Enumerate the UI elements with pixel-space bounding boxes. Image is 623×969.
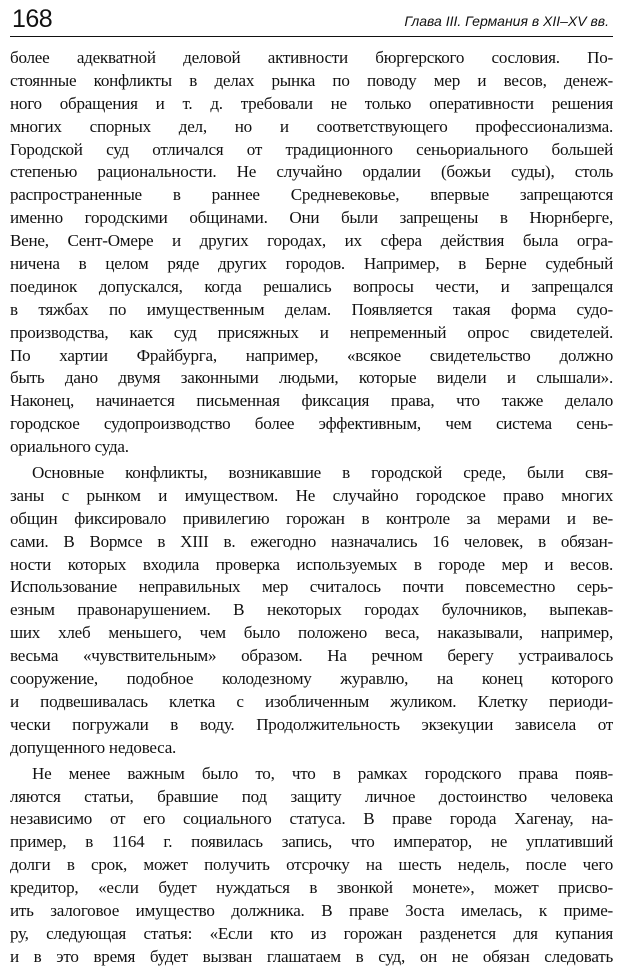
text-line: ляются статьи, бравшие под защиту личное достоинство человека (10, 786, 613, 806)
text-line: ить залоговое имущество должника. В праве Зоста имелась, к приме- (10, 900, 613, 920)
text-line: ности которых входила проверка используемых в городе мер и весов. (10, 554, 613, 574)
text-line: степенью рациональности. Не случайно ордалии (божьи суды), столь (10, 162, 613, 182)
text-line: распространенные в раннее Средневековье, впервые запрещаются (10, 185, 613, 205)
text-line: ру, следующая статья: «Если кто из горожан разденется для купания (10, 923, 613, 943)
text-line: поединок допускался, когда решались вопросы чести, и запрещался (10, 276, 613, 296)
body-text (10, 47, 613, 969)
running-head: Глава III. Германия в XII–XV вв. (404, 13, 609, 29)
text-line: допущенного недовеса. (10, 737, 177, 757)
page-header (10, 6, 613, 37)
text-line: По хартии Фрайбурга, например, «всякое свидетельство должно (10, 345, 613, 365)
text-line: Вене, Сент-Омере и других городах, их сфера действия была огра- (10, 231, 613, 251)
text-line: производства, как суд присяжных и непременный опрос свидетелей. (10, 322, 613, 342)
text-line: Не менее важным было то, что в рамках городского права появ- (32, 763, 613, 783)
text-line: в тяжбах по имущественным делам. Появляется такая форма судо- (10, 299, 613, 319)
text-line: и подвешивалась клетка с изобличенным жуликом. Клетку периоди- (10, 691, 613, 711)
text-line: многих спорных дел, но и соответствующего профессионализма. (10, 116, 613, 136)
text-line: более адекватной деловой активности бюргерского сословия. По- (10, 48, 613, 67)
text-line: пример, в 1164 г. появилась запись, что император, не уплативший (10, 832, 613, 852)
paragraph (10, 462, 613, 760)
text-line: езным правонарушением. В некоторых городах булочников, выпекав- (10, 600, 613, 620)
text-line: именно городскими общинами. Они были запрещены в Нюрнберге, (10, 208, 613, 228)
text-line: быть дано двумя законными людьми, которые видели и слышали». (10, 368, 613, 388)
text-line: кредитор, «если будет нуждаться в звонкой монете», может присво- (10, 878, 613, 898)
text-line: долги в срок, может получить отсрочку на шесть недель, после чего (10, 855, 613, 875)
text-line: ориального суда. (10, 437, 129, 457)
text-line: Городской суд отличался от традиционного сеньориального большей (10, 139, 613, 159)
paragraph (10, 47, 613, 459)
text-line: стоянные конфликты в делах рынка по поводу мер и весов, денеж- (10, 70, 613, 90)
text-line: ного обращения и т. д. требовали не только оперативности решения (10, 93, 613, 113)
paragraph (10, 763, 613, 969)
text-line: чески погружали в воду. Продолжительность экзекуции зависела от (10, 714, 613, 734)
text-line: и в это время будет вызван глашатаем в суд, он не обязан следовать (10, 946, 613, 966)
text-line: весьма «чувствительным» образом. На речном берегу устраивалось (10, 646, 613, 666)
text-line: ших хлеб меньшего, чем было положено веса, наказывали, например, (10, 623, 613, 643)
text-line: сами. В Вормсе в XIII в. ежегодно назначались 16 человек, в обязан- (10, 531, 613, 551)
page-number: 168 (12, 5, 53, 33)
text-line: независимо от его социального статуса. В праве города Хагенау, на- (10, 809, 613, 829)
text-line: ничена в целом ряде других городов. Например, в Берне судебный (10, 254, 613, 274)
text-line: Основные конфликты, возникавшие в городской среде, были свя- (32, 463, 613, 483)
text-line: сооружение, подобное колодезному журавлю, на конец которого (10, 669, 613, 689)
text-line: городское судопроизводство более эффективным, чем система сень- (10, 414, 613, 434)
text-line: заны с рынком и имуществом. Не случайно городское право многих (10, 485, 613, 505)
text-line: Использование неправильных мер считалось почти повсеместно серь- (10, 577, 613, 597)
text-line: общин фиксировало привилегию горожан в контроле за мерами и ве- (10, 508, 613, 528)
text-line: Наконец, начинается письменная фиксация права, что также делало (10, 391, 613, 411)
